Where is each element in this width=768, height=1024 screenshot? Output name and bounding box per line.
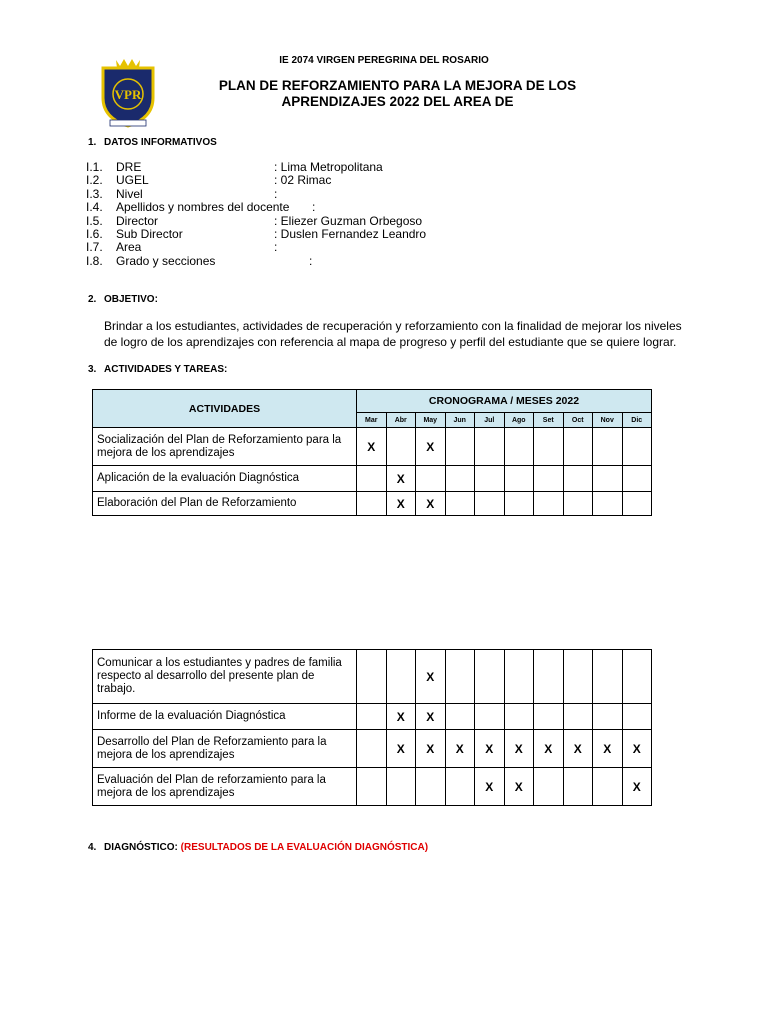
schedule-mark-cell xyxy=(445,428,475,466)
schedule-mark-cell: X xyxy=(593,730,623,768)
schedule-mark-cell xyxy=(445,768,475,806)
info-label: Sub Director xyxy=(116,226,183,241)
section-3-heading xyxy=(88,364,227,375)
schedule-mark-cell xyxy=(475,428,505,466)
schedule-mark-cell: X xyxy=(622,768,652,806)
schedule-mark-cell xyxy=(534,650,564,704)
info-label: Area xyxy=(116,240,142,255)
schedule-mark-cell xyxy=(445,466,475,492)
schedule-mark-cell xyxy=(504,466,534,492)
section-2-heading xyxy=(88,294,158,305)
schedule-mark-cell: X xyxy=(504,730,534,768)
schedule-mark-cell xyxy=(357,704,387,730)
schedule-mark-cell xyxy=(504,704,534,730)
info-label: Nivel xyxy=(116,186,143,201)
schedule-mark-cell xyxy=(416,466,446,492)
schedule-mark-cell xyxy=(534,704,564,730)
section-3-title: ACTIVIDADES Y TAREAS: xyxy=(104,364,228,375)
info-code: I.3. xyxy=(86,186,103,201)
section-1-title: DATOS INFORMATIVOS xyxy=(104,137,217,148)
activity-cell: Socialización del Plan de Reforzamiento para la mejora de los aprendizajes xyxy=(93,428,357,466)
activities-header: ACTIVIDADES xyxy=(93,390,357,428)
schedule-mark-cell xyxy=(357,466,387,492)
page-title xyxy=(200,78,595,110)
info-value: : xyxy=(274,186,278,201)
schedule-mark-cell xyxy=(475,492,505,516)
info-label: Grado y secciones xyxy=(116,253,216,268)
schedule-mark-cell: X xyxy=(563,730,593,768)
schedule-mark-cell xyxy=(357,492,387,516)
info-label: UGEL xyxy=(116,173,149,188)
schedule-mark-cell xyxy=(622,466,652,492)
info-value: : 02 Rimac xyxy=(274,173,332,188)
schedule-mark-cell xyxy=(475,704,505,730)
info-code: I.6. xyxy=(86,226,103,241)
info-code: I.1. xyxy=(86,160,103,174)
schedule-mark-cell: X xyxy=(504,768,534,806)
table-row xyxy=(93,730,652,768)
month-header: Oct xyxy=(563,413,593,428)
activity-cell: Informe de la evaluación Diagnóstica xyxy=(93,704,357,730)
activity-cell: Desarrollo del Plan de Reforzamiento para la mejora de los aprendizajes xyxy=(93,730,357,768)
section-4-title: DIAGNÓSTICO: xyxy=(104,842,178,853)
info-code: I.7. xyxy=(86,240,103,255)
schedule-mark-cell xyxy=(534,492,564,516)
schedule-mark-cell xyxy=(563,650,593,704)
schedule-mark-cell: X xyxy=(416,428,446,466)
month-header: Abr xyxy=(386,413,416,428)
schedule-mark-cell: X xyxy=(386,730,416,768)
schedule-mark-cell xyxy=(386,428,416,466)
schedule-mark-cell xyxy=(357,730,387,768)
schedule-mark-cell: X xyxy=(416,730,446,768)
month-header: Mar xyxy=(357,413,387,428)
schedule-mark-cell xyxy=(416,768,446,806)
activity-cell: Comunicar a los estudiantes y padres de familia respecto al desarrollo del presente plan de trabajo. xyxy=(93,650,357,704)
month-header: Jul xyxy=(475,413,505,428)
schedule-mark-cell xyxy=(593,650,623,704)
schedule-header: CRONOGRAMA / MESES 2022 xyxy=(357,390,652,413)
month-header: May xyxy=(416,413,446,428)
schedule-mark-cell: X xyxy=(416,650,446,704)
schedule-mark-cell xyxy=(563,704,593,730)
schedule-mark-cell xyxy=(445,704,475,730)
info-label: DRE xyxy=(116,160,142,174)
info-value: : Duslen Fernandez Leandro xyxy=(274,226,427,241)
schedule-mark-cell: X xyxy=(386,492,416,516)
table-row xyxy=(93,492,652,516)
info-label: Apellidos y nombres del docente xyxy=(116,200,290,215)
table-row xyxy=(93,466,652,492)
schedule-mark-cell xyxy=(563,768,593,806)
table-row xyxy=(93,650,652,704)
section-4-heading xyxy=(88,842,428,853)
schedule-mark-cell xyxy=(445,492,475,516)
info-code: I.5. xyxy=(86,213,103,228)
month-header: Jun xyxy=(445,413,475,428)
schedule-mark-cell xyxy=(563,466,593,492)
schedule-mark-cell xyxy=(622,428,652,466)
schedule-mark-cell xyxy=(622,492,652,516)
info-code: I.8. xyxy=(86,253,103,268)
info-value: : xyxy=(309,253,313,268)
title-line-1: PLAN DE REFORZAMIENTO PARA LA MEJORA DE LOS xyxy=(218,78,577,93)
table-row xyxy=(93,768,652,806)
schedule-mark-cell: X xyxy=(386,704,416,730)
schedule-mark-cell: X xyxy=(416,492,446,516)
section-3-number: 3. xyxy=(88,364,97,375)
schedule-mark-cell xyxy=(504,428,534,466)
info-value: : Eliezer Guzman Orbegoso xyxy=(274,213,423,228)
schedule-mark-cell xyxy=(475,650,505,704)
schedule-mark-cell xyxy=(357,650,387,704)
month-header: Set xyxy=(534,413,564,428)
schedule-mark-cell: X xyxy=(416,704,446,730)
schedule-mark-cell xyxy=(357,768,387,806)
activity-cell: Aplicación de la evaluación Diagnóstica xyxy=(93,466,357,492)
schedule-mark-cell xyxy=(534,428,564,466)
info-label: Director xyxy=(116,213,159,228)
schedule-mark-cell xyxy=(593,768,623,806)
section-2-number: 2. xyxy=(88,294,97,305)
schedule-mark-cell xyxy=(504,492,534,516)
section-4-subtitle: (RESULTADOS DE LA EVALUACIÓN DIAGNÓSTICA) xyxy=(180,842,429,853)
schedule-mark-cell xyxy=(593,704,623,730)
month-header: Dic xyxy=(622,413,652,428)
schedule-mark-cell xyxy=(593,466,623,492)
schedule-mark-cell xyxy=(622,704,652,730)
table-row xyxy=(93,704,652,730)
school-crest-logo xyxy=(98,56,158,130)
schedule-mark-cell xyxy=(563,428,593,466)
title-line-2: APRENDIZAJES 2022 DEL AREA DE xyxy=(281,94,514,109)
schedule-mark-cell: X xyxy=(534,730,564,768)
schedule-mark-cell xyxy=(504,650,534,704)
section-1-heading xyxy=(88,137,217,148)
activity-cell: Elaboración del Plan de Reforzamiento xyxy=(93,492,357,516)
school-name: IE 2074 VIRGEN PEREGRINA DEL ROSARIO xyxy=(279,55,489,66)
schedule-mark-cell: X xyxy=(357,428,387,466)
schedule-mark-cell xyxy=(593,428,623,466)
schedule-mark-cell: X xyxy=(475,730,505,768)
activities-table-part-1 xyxy=(92,389,652,516)
info-value: : xyxy=(274,240,278,255)
info-code: I.2. xyxy=(86,173,103,188)
schedule-mark-cell xyxy=(563,492,593,516)
schedule-mark-cell xyxy=(445,650,475,704)
schedule-mark-cell: X xyxy=(386,466,416,492)
objective-text: Brindar a los estudiantes, actividades de recuperación y reforzamiento con la finalidad de mejorar los niveles de logro de los aprendizajes con referencia al mapa de progreso y perfil del estudiante que se quiere lograr. xyxy=(104,319,682,349)
section-4-number: 4. xyxy=(88,842,97,853)
table-row xyxy=(93,428,652,466)
schedule-mark-cell: X xyxy=(445,730,475,768)
schedule-mark-cell: X xyxy=(475,768,505,806)
info-value: : Lima Metropolitana xyxy=(274,160,383,174)
schedule-mark-cell xyxy=(534,768,564,806)
schedule-mark-cell xyxy=(386,768,416,806)
schedule-mark-cell xyxy=(386,650,416,704)
schedule-mark-cell xyxy=(593,492,623,516)
activity-cell: Evaluación del Plan de reforzamiento para la mejora de los aprendizajes xyxy=(93,768,357,806)
logo-monogram: VPR xyxy=(114,87,142,102)
schedule-mark-cell xyxy=(475,466,505,492)
schedule-mark-cell: X xyxy=(622,730,652,768)
section-2-title: OBJETIVO: xyxy=(104,294,158,305)
info-value: : xyxy=(312,200,316,215)
activities-table-part-2 xyxy=(92,649,652,806)
schedule-mark-cell xyxy=(622,650,652,704)
info-code: I.4. xyxy=(86,200,103,215)
schedule-mark-cell xyxy=(534,466,564,492)
month-header: Nov xyxy=(593,413,623,428)
month-header: Ago xyxy=(504,413,534,428)
section-1-number: 1. xyxy=(88,137,97,148)
